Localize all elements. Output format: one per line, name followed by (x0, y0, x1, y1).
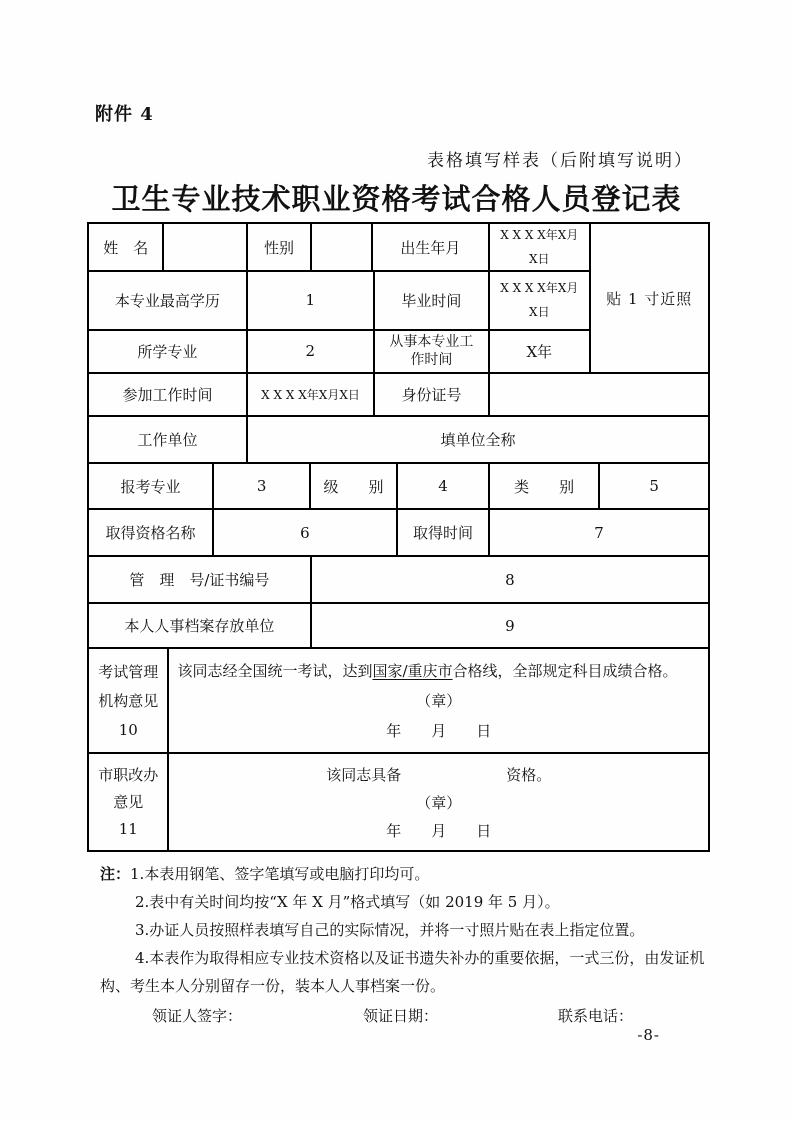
major-value-cell: 2 (248, 331, 375, 372)
work-start-label: 参加工作时间 (89, 374, 248, 415)
signature-line (100, 1002, 710, 1030)
birth-label: 出生年月 (373, 224, 490, 270)
graduation-value-cell: X X X X年X月X日 (500, 281, 579, 320)
row-qualification (89, 510, 708, 557)
management-number-value-cell: 8 (505, 570, 515, 589)
row-work-start (89, 374, 708, 417)
id-number-value-cell (490, 374, 708, 415)
statement-underlined: 国家/重庆市 (372, 661, 453, 680)
statement-pre: 该同志经全国统一考试，达到 (177, 661, 373, 680)
recipient-signature-label: 领证人签字： (152, 1007, 243, 1025)
city-statement-gap (401, 766, 506, 784)
note-item-4: 4.本表作为取得相应专业技术资格以及证书遗失补办的重要依据，一式三份，由发证机构、考生本人分别留存一份，装本人人事档案一份。 (100, 949, 705, 995)
content-column (87, 222, 710, 1030)
gender-value-cell (312, 224, 372, 270)
row-major (89, 331, 589, 372)
graduation-label: 毕业时间 (375, 272, 490, 329)
page-number: -8- (637, 1026, 660, 1044)
gender-label: 性别 (248, 224, 312, 270)
qualification-name-value-cell: 6 (214, 510, 398, 555)
work-years-label: 从事本专业工作时间 (375, 331, 490, 372)
id-number-label: 身份证号 (375, 374, 490, 415)
work-years-value-cell: X年 (526, 342, 553, 361)
work-start-value-cell: X X X X年X月X日 (248, 374, 375, 415)
qualification-time-label: 取得时间 (398, 510, 490, 555)
exam-major-label: 报考专业 (89, 464, 214, 508)
row-exam-major (89, 464, 708, 510)
city-office-date-line: 年 月 日 (386, 821, 492, 840)
name-value-cell (164, 224, 247, 270)
notes-section (100, 860, 710, 1030)
row-archive (89, 604, 708, 649)
city-office-statement (177, 764, 700, 785)
attachment-label: 附件 4 (95, 104, 154, 125)
major-label: 所学专业 (89, 331, 248, 372)
birth-value-cell: X X X X年X月X日 (500, 228, 579, 266)
management-number-label: 管 理 号/证书编号 (89, 557, 312, 602)
name-label: 姓 名 (89, 224, 164, 270)
table-block-top (89, 224, 708, 374)
notes-label: 注： (100, 865, 131, 883)
exam-org-statement (177, 660, 700, 681)
exam-major-value-cell: 3 (214, 464, 311, 508)
note-item-1 (100, 860, 710, 888)
employer-value-cell: 填单位全称 (440, 431, 516, 449)
city-office-seal: （章） (416, 793, 462, 812)
exam-org-label-line1: 考试管理 (98, 662, 159, 681)
city-statement-pre: 该同志具备 (326, 765, 402, 784)
row-education (89, 272, 589, 331)
category-value-cell: 5 (649, 477, 659, 495)
exam-org-label-number: 10 (118, 720, 138, 739)
archive-value-cell: 9 (505, 616, 515, 635)
employer-label: 工作单位 (89, 417, 248, 462)
education-value-cell: 1 (248, 272, 375, 329)
note-item-2: 2.表中有关时间均按“X 年 X 月”格式填写（如 2019 年 5 月）。 (135, 893, 560, 911)
city-office-label-line1: 市职改办 (98, 766, 159, 785)
form-subtitle: 表格填写样表（后附填写说明） (427, 151, 693, 171)
row-employer (89, 417, 708, 464)
city-statement-post: 资格。 (506, 765, 552, 784)
exam-org-date-line: 年 月 日 (386, 722, 492, 741)
photo-placeholder-cell: 贴 1 寸近照 (589, 224, 708, 372)
city-office-label-line2: 意见 (113, 792, 144, 811)
exam-org-opinion-body (169, 649, 708, 752)
city-office-label-number: 11 (118, 819, 138, 838)
qualification-name-label: 取得资格名称 (89, 510, 214, 555)
top-left-rows (89, 224, 589, 372)
contact-phone-label: 联系电话： (558, 1007, 634, 1025)
note-item-3: 3.办证人员按照样表填写自己的实际情况，并将一寸照片贴在表上指定位置。 (135, 921, 645, 939)
category-label: 类 别 (490, 464, 600, 508)
city-office-opinion-label (89, 754, 169, 850)
row-name (89, 224, 589, 272)
statement-post: 合格线，全部规定科目成绩合格。 (452, 661, 678, 680)
receipt-date-label: 领证日期： (363, 1007, 439, 1025)
exam-org-label-line2: 机构意见 (98, 691, 159, 710)
qualification-time-value-cell: 7 (594, 523, 604, 542)
level-label: 级 别 (311, 464, 398, 508)
row-exam-org-opinion (89, 649, 708, 754)
exam-org-seal: （章） (416, 691, 462, 710)
city-office-opinion-body (169, 754, 708, 850)
registration-table (87, 222, 710, 852)
row-management-number (89, 557, 708, 604)
row-city-office-opinion (89, 754, 708, 850)
level-value-cell: 4 (398, 464, 490, 508)
page-title: 卫生专业技术职业资格考试合格人员登记表 (111, 182, 682, 216)
archive-label: 本人人事档案存放单位 (89, 604, 312, 647)
exam-org-opinion-label (89, 649, 169, 752)
education-label: 本专业最高学历 (89, 272, 248, 329)
note-item-1-text: 1.本表用钢笔、签字笔填写或电脑打印均可。 (130, 865, 430, 883)
